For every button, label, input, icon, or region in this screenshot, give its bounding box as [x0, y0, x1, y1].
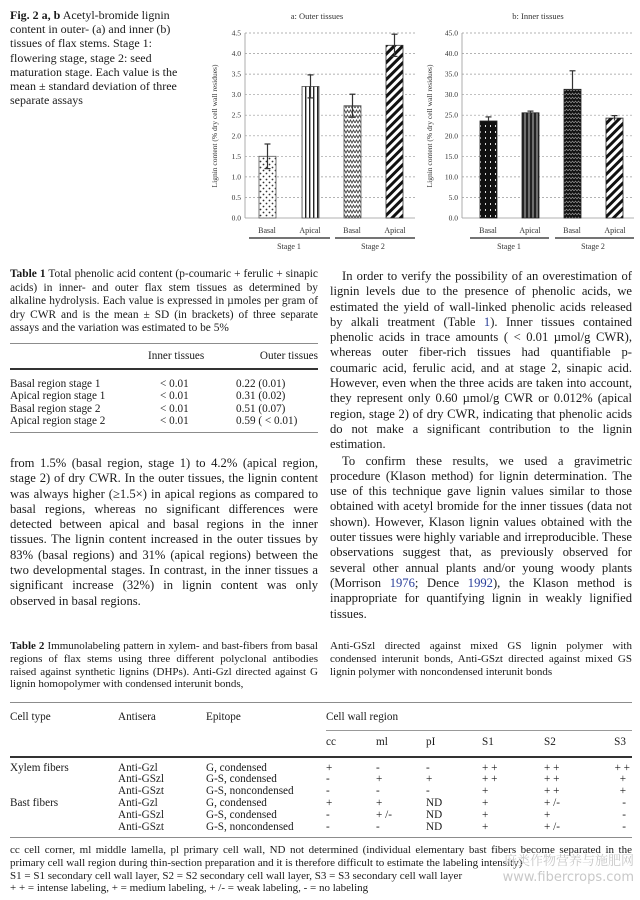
- cell: G, condensed: [206, 761, 267, 774]
- table2-subheader-cell: S2: [544, 735, 556, 748]
- cell: < 0.01: [160, 390, 189, 403]
- cell: -: [426, 761, 430, 774]
- cell: +: [544, 808, 551, 821]
- table2-caption-text: Immunolabeling pattern in xylem- and bast-fibers from basal regions of flax stems using three different polyclonal antibodies raised against synthetic lignins (DHPs). Anti-Gzl directed against G lignin homopolymer with condensed interunit bonds,: [10, 640, 318, 691]
- figure-caption-text: Acetyl-bromide lignin content in outer- (a) and inner (b) tissues of flax stems. Stage 1: flowering stage, stage 2: seed maturation stage. Each value is the mean ± standard deviation of three separate assays: [10, 8, 178, 108]
- cell: 0.59 ( < 0.01): [236, 415, 298, 428]
- cell: Apical region stage 2: [10, 415, 106, 428]
- cell: +: [482, 808, 489, 821]
- table2-group-rule: [326, 730, 632, 731]
- text: ). Inner tissues contained phenolic acids in trace amounts ( < 0.01 µmol/g CWR), whereas outer fiber-rich tissues had quantifiable p-coumaric acid, ferulic acid, and at stage 2, sinapic acid. However, even when the three acids are taken into account, they represent only 0.60 µmol/g CWR or 0.012% (apical region, stage 2) of dry CWR, indicating that phenolic acids do not make a significant contribution to the lignin estimation.: [330, 314, 633, 452]
- cell: +: [482, 785, 489, 798]
- table1-caption-label: Table 1: [10, 268, 46, 280]
- cell: -: [622, 796, 626, 809]
- table2-caption-label: Table 2: [10, 640, 45, 652]
- table2-subheader-cell: S3: [614, 735, 626, 748]
- table1-caption-text: Total phenolic acid content (p-coumaric + ferulic + sinapic acids) in inner- and outer flax stem tissues as determined by alkaline hydrolysis. Each value is expressed in µmoles per gram of dry CWR and is the mean ± SD (in brackets) of three separate assays and the variation was estimated to be 5%: [10, 268, 318, 335]
- watermark: [503, 854, 634, 886]
- cell: < 0.01: [160, 415, 189, 428]
- text: ), the Klason method is inappropriate for quantifying lignin in weakly lignified tissues.: [330, 575, 632, 621]
- bar-stage1-apical: [302, 86, 319, 218]
- ytick: 0.5: [231, 193, 241, 202]
- ytick: 2.5: [231, 110, 241, 120]
- bar-stage2-basal: [344, 106, 361, 218]
- ytick: 40.0: [444, 49, 458, 59]
- table2-bottom-rule: [10, 837, 632, 838]
- table-row: [10, 774, 632, 786]
- table2-body: [10, 763, 632, 834]
- cell: +: [619, 785, 626, 798]
- table2-header-cell: Epitope: [206, 711, 241, 723]
- table2-caption-text: Anti-GSzl directed against mixed GS lignin polymer with condensed interunit bonds, Anti-GSzt directed against mixed GS lignin polymer with noncondensed interunit bonds: [330, 640, 632, 678]
- table2-subheader-cell: cc: [326, 735, 336, 748]
- ytick: 0.0: [448, 213, 458, 223]
- table2-top-rule: [10, 702, 632, 703]
- table-row: [10, 415, 318, 427]
- cell: Anti-GSzl: [118, 808, 164, 821]
- cell: G-S, condensed: [206, 773, 277, 786]
- xtick: Apical: [299, 226, 321, 235]
- cell: ND: [426, 808, 443, 821]
- table2-header-cell: Cell type: [10, 711, 51, 723]
- right-column-text: [330, 269, 632, 622]
- table2-subheader-cell: ml: [376, 735, 388, 748]
- chart-outer-svg: [205, 4, 417, 252]
- ytick: 45.0: [444, 28, 458, 38]
- table1-header-rule: [10, 368, 318, 370]
- cell: -: [326, 773, 330, 786]
- ytick: 35.0: [444, 69, 458, 79]
- table1-caption: [10, 268, 318, 336]
- cell: Basal region stage 1: [10, 377, 101, 390]
- cell: Anti-GSzl: [118, 773, 164, 786]
- table2-group-header: Cell wall region: [326, 711, 399, 723]
- cell: ND: [426, 820, 443, 833]
- table1: [10, 268, 318, 433]
- cell: +: [376, 773, 383, 786]
- table2-caption-left: [10, 640, 318, 691]
- table1-header: Inner tissues: [148, 349, 205, 362]
- group-label: Stage 1: [277, 242, 301, 251]
- cell: ND: [426, 796, 443, 809]
- footnote: cc cell corner, ml middle lamella, pl primary cell wall, ND not determined (individual elementary bast fibers become separated in the primary cell wall region during thin-section preparation and it is therefore difficult to estimate the labeling intensity): [10, 844, 632, 869]
- ytick: 3.0: [231, 90, 241, 100]
- table-reference-link[interactable]: 1: [483, 314, 491, 329]
- cell: + +: [614, 761, 630, 774]
- chart-inner-svg: [418, 4, 636, 252]
- table2-header-cell: Antisera: [118, 711, 156, 723]
- ytick: 1.5: [231, 151, 241, 161]
- cell: +: [326, 761, 333, 774]
- chart-outer-tissues: [205, 4, 417, 252]
- ytick: 10.0: [444, 172, 458, 182]
- xtick: Basal: [343, 226, 361, 235]
- xtick: Apical: [519, 226, 541, 235]
- cell: + /-: [544, 820, 560, 833]
- bar-stage2-basal: [564, 89, 581, 218]
- table2-subheader-cell: pI: [426, 735, 436, 748]
- chart-inner-tissues: [418, 4, 636, 252]
- xtick: Apical: [604, 226, 626, 235]
- cell: -: [376, 785, 380, 798]
- ytick: 20.0: [444, 131, 458, 141]
- cell: -: [326, 820, 330, 833]
- cell: Apical region stage 1: [10, 390, 106, 403]
- cell: < 0.01: [160, 377, 189, 390]
- table-row: [10, 822, 632, 834]
- ytick: 30.0: [444, 90, 458, 100]
- cell: Anti-Gzl: [118, 761, 158, 774]
- citation-link[interactable]: 1976: [389, 575, 415, 590]
- cell: + /-: [376, 808, 392, 821]
- table-row: [10, 810, 632, 822]
- cell: +: [326, 796, 333, 809]
- xtick: Basal: [563, 226, 581, 235]
- cell: G-S, noncondensed: [206, 785, 294, 798]
- cell: [10, 810, 118, 822]
- cell: +: [482, 820, 489, 833]
- text: ; Dence: [414, 575, 468, 590]
- cell: +: [619, 773, 626, 786]
- cell: [10, 822, 118, 834]
- ytick: 2.0: [231, 131, 241, 141]
- chart-b-title: b: Inner tissues: [512, 11, 564, 21]
- ytick: 5.0: [448, 193, 458, 202]
- table-row: [10, 798, 632, 810]
- cell: 0.51 (0.07): [236, 402, 286, 415]
- cell: + +: [544, 785, 560, 798]
- chart-a-title: a: Outer tissues: [290, 11, 344, 21]
- group-label: Stage 2: [361, 242, 385, 251]
- cell: + +: [482, 773, 498, 786]
- chart-a-ylabel: Lignin content (% dry cell wall residues): [210, 64, 219, 188]
- cell: -: [326, 785, 330, 798]
- paragraph: from 1.5% (basal region, stage 1) to 4.2% (apical region, stage 2) of dry CWR. In the outer tissues, the lignin content was always higher (≥1.5×) in apical regions as compared to basal regions, whereas no significant differences were detected between apical and basal regions in the inner tissues. The lignin content increased in the outer tissues by 83% (basal regions) and 31% (apical regions) between the two developmental stages. In contrast, in the inner tissues a significant increase (32%) in lignin content was only observed in basal regions.: [10, 456, 318, 608]
- cell: +: [376, 796, 383, 809]
- watermark-line: 麻类作物营养与施肥网: [503, 854, 634, 869]
- cell: -: [376, 761, 380, 774]
- footnote: S1 = S1 secondary cell wall layer, S2 = S2 secondary cell wall layer, S3 = S3 secondary cell wall layer: [10, 869, 463, 882]
- table1-grid: [10, 344, 318, 368]
- chart-b-ylabel: Lignin content (% dry cell wall residues): [425, 64, 434, 188]
- cell: -: [622, 808, 626, 821]
- table2-caption-right: [330, 640, 632, 678]
- ytick: 15.0: [444, 151, 458, 161]
- table2-header: [10, 712, 632, 724]
- cell: [10, 774, 118, 786]
- paragraph: [330, 269, 632, 453]
- ytick: 3.5: [231, 69, 241, 79]
- cell: Xylem fibers: [10, 761, 69, 774]
- group-label: Stage 2: [581, 242, 605, 251]
- text: In order to verify the possibility of an overestimation of lignin levels due to the presence of phenolic acids, we estimated the yield of wall-linked phenolic acids released by alkali treatment (Table: [330, 269, 632, 329]
- cell: +: [482, 796, 489, 809]
- table1-body: [10, 378, 318, 428]
- bar-stage1-apical: [522, 113, 539, 218]
- left-column-text: [10, 456, 318, 609]
- cell: + +: [482, 761, 498, 774]
- cell: Anti-Gzl: [118, 796, 158, 809]
- cell: Basal region stage 2: [10, 402, 101, 415]
- xtick: Apical: [384, 226, 406, 235]
- table-row: [10, 378, 318, 390]
- table-row: [10, 786, 632, 798]
- citation-link[interactable]: 1992: [467, 575, 493, 590]
- cell: < 0.01: [160, 402, 189, 415]
- cell: +: [426, 773, 433, 786]
- cell: Bast fibers: [10, 796, 59, 809]
- cell: + /-: [544, 796, 560, 809]
- table2-subheader-cell: S1: [482, 735, 494, 748]
- ytick: 0.0: [231, 213, 241, 223]
- table1-bottom-rule: [10, 432, 318, 433]
- cell: -: [622, 820, 626, 833]
- ytick: 25.0: [444, 110, 458, 120]
- xtick: Basal: [258, 226, 276, 235]
- cell: G-S, condensed: [206, 808, 277, 821]
- figure-caption-label: Fig. 2 a, b: [10, 8, 61, 22]
- cell: + +: [544, 761, 560, 774]
- table2-header-rule: [10, 756, 632, 758]
- cell: -: [426, 785, 430, 798]
- text: To confirm these results, we used a gravimetric procedure (Klason method) for lignin determination. The use of this technique gave lignin values similar to those obtained with acetyl bromide for the inner tissues (data not shown). However, Klason lignin values obtained with the outer tissues were highly variable and irreproducible. These observations suggest that, as previously observed for several other annual plants and/or young woody plants (Morrison: [330, 453, 632, 590]
- bar-stage2-apical: [386, 45, 403, 218]
- cell: 0.31 (0.02): [236, 390, 286, 403]
- cell: G-S, noncondensed: [206, 820, 294, 833]
- xtick: Basal: [479, 226, 497, 235]
- cell: Anti-GSzt: [118, 820, 164, 833]
- bar-stage1-basal: [480, 121, 497, 218]
- ytick: 1.0: [231, 172, 241, 182]
- cell: -: [376, 820, 380, 833]
- group-label: Stage 1: [497, 242, 521, 251]
- figure-caption: [10, 8, 200, 107]
- cell: G, condensed: [206, 796, 267, 809]
- table-row: [10, 403, 318, 415]
- ytick: 4.5: [231, 28, 241, 38]
- cell: + +: [544, 773, 560, 786]
- table1-header: Outer tissues: [259, 349, 318, 362]
- bar-stage2-apical: [606, 118, 623, 218]
- ytick: 4.0: [231, 49, 241, 59]
- table2-subheader: [10, 737, 632, 749]
- table1-header: [10, 344, 148, 368]
- cell: -: [326, 808, 330, 821]
- cell: 0.22 (0.01): [236, 377, 286, 390]
- table-row: [10, 763, 632, 775]
- footnote: + + = intense labeling, + = medium labeling, + /- = weak labeling, - = no labeling: [10, 882, 369, 895]
- table-row: [10, 390, 318, 402]
- watermark-line: www.fibercrops.com: [502, 870, 634, 885]
- cell: Anti-GSzt: [118, 785, 164, 798]
- paragraph: [330, 454, 632, 622]
